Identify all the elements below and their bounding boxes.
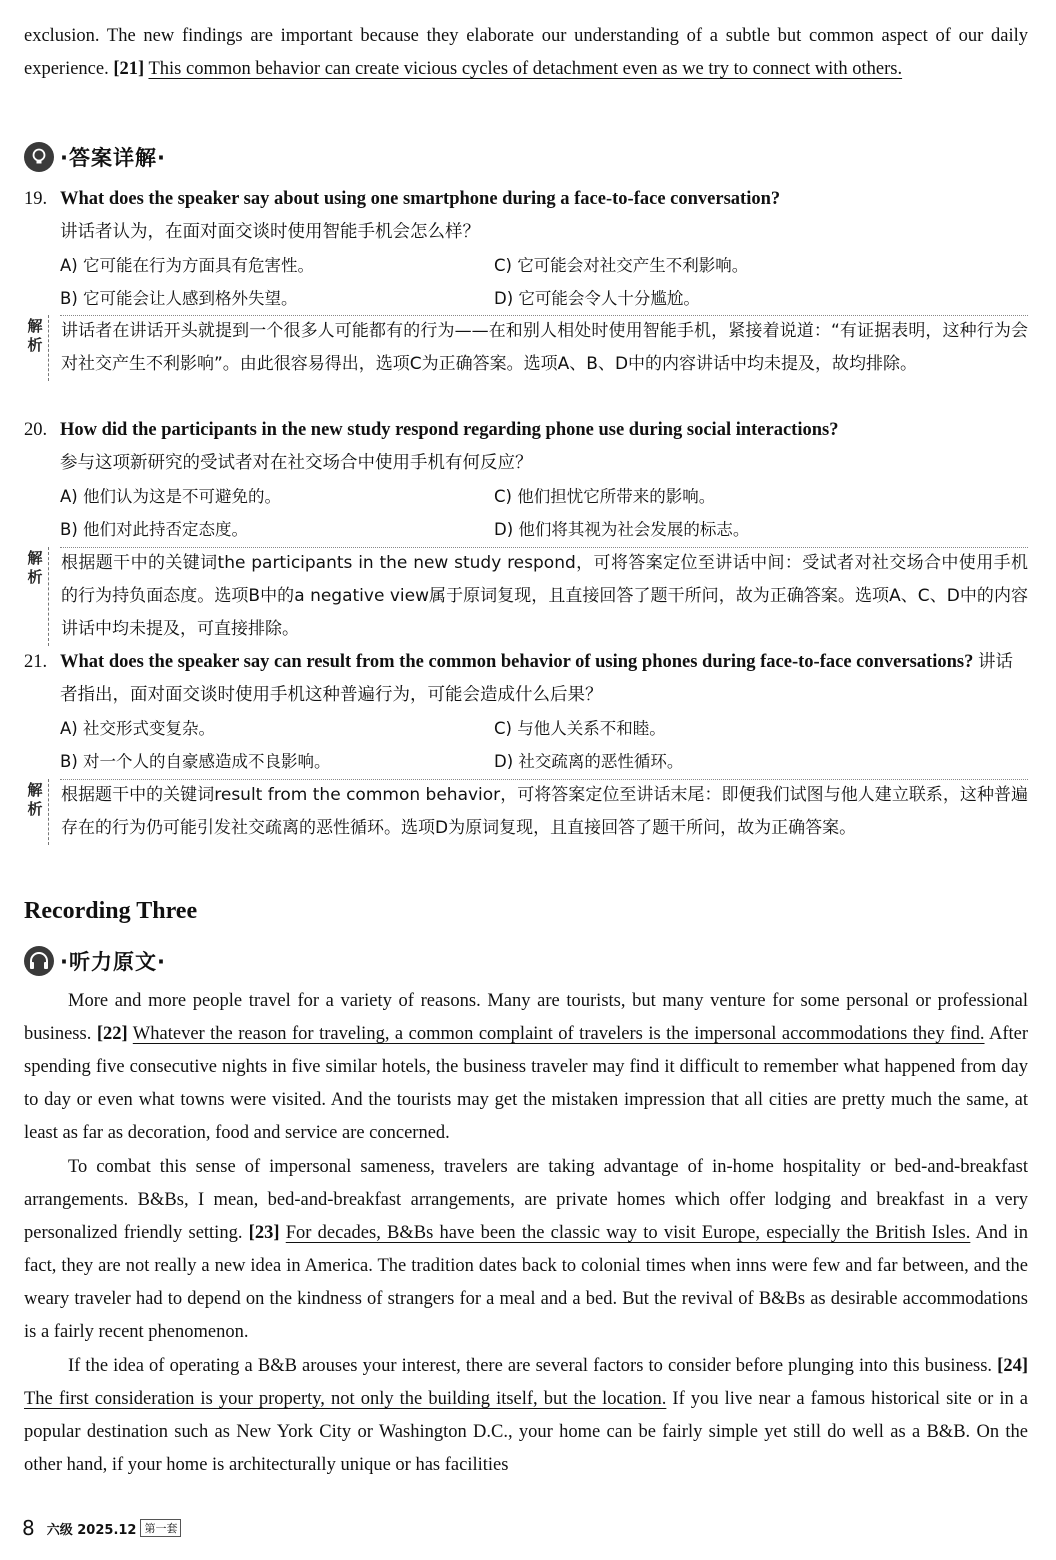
option-d: D) 它可能会令人十分尴尬。	[494, 289, 700, 308]
question-number: 20.	[24, 420, 48, 440]
paragraph-text: After spending five consecutive nights in five similar hotels, the business traveler may find it difficult to remember what happened from day to day or even what towns were visited. And the tourists may get the mistaken impression that all cities are pretty much the same, at least as far as decoration, food and service are concerned.	[24, 1024, 1029, 1143]
analysis-tag: 解析	[27, 549, 43, 586]
option-b: B) 对一个人的自豪感造成不良影响。	[60, 752, 331, 771]
question-translation: 参与这项新研究的受试者对在社交场合中使用手机有何反应？	[60, 453, 533, 473]
option-d: D) 他们将其视为社会发展的标志。	[494, 520, 750, 539]
underlined-sentence: Whatever the reason for traveling, a common complaint of travelers is the impersonal accommodations they find.	[132, 1024, 985, 1044]
question-stem: What does the speaker say about using one smartphone during a face-to-face conversation?	[60, 189, 781, 209]
page-number: 8	[22, 1516, 35, 1540]
option-b: B) 他们对此持否定态度。	[60, 520, 249, 539]
option-a: A) 它可能在行为方面具有危害性。	[60, 256, 314, 275]
option-a: A) 社交形式变复杂。	[60, 719, 215, 738]
question-20	[24, 414, 1028, 546]
lightbulb-icon	[24, 142, 54, 172]
question-stem: How did the participants in the new study respond regarding phone use during social interactions?	[60, 420, 839, 440]
question-translation: 讲话者认为，在面对面交谈时使用智能手机会怎么样？	[60, 222, 480, 242]
question-marker: [22]	[96, 1024, 128, 1044]
analysis-text: 根据题干中的关键词the participants in the new study respond，可将答案定位至讲话中间：受试者对社交场合中使用手机的行为持负面态度。选项B中的a negative view属于原词复现，且直接回答了题干所问，故为正确答案。选项A、C、D中的内容讲话中均未提及，可直接排除。	[48, 547, 1028, 646]
analysis-tag: 解析	[27, 317, 43, 354]
question-marker: [23]	[248, 1223, 280, 1243]
option-c: C) 与他人关系不和睦。	[494, 719, 666, 738]
section-heading-text: ·听力原文·	[60, 950, 166, 974]
underlined-sentence: The first consideration is your property, not only the building itself, but the location.	[24, 1389, 667, 1409]
top-paragraph	[24, 20, 1028, 86]
dotted-divider	[60, 315, 1028, 316]
question-marker: [21]	[113, 59, 145, 79]
set-label: 第一套	[140, 1519, 181, 1537]
headphones-icon	[24, 946, 54, 976]
paragraph-text: To combat this sense of impersonal sameness, travelers are taking advantage of in-home hospitality or bed-and-breakfast arrangements. B&Bs, I mean, bed-and-breakfast arrangements, are private homes which offer lodging and breakfast in a very personalized friendly setting.	[24, 1157, 1028, 1243]
option-c: C) 它可能会对社交产生不利影响。	[494, 256, 749, 275]
page-footer	[22, 1516, 181, 1540]
transcript-paragraph-3	[24, 1350, 1028, 1482]
dotted-divider	[60, 547, 1028, 548]
analysis-text: 根据题干中的关键词result from the common behavior，可将答案定位至讲话末尾：即便我们试图与他人建立联系，这种普遍存在的行为仍可能引发社交疏离的恶性循环。选项D为原词复现，且直接回答了题干所问，故为正确答案。	[48, 779, 1028, 845]
question-translation: 讲话者指出，面对面交谈时使用手机这种普遍行为，可能会造成什么后果？	[60, 652, 1013, 705]
question-stem-line	[60, 646, 1028, 712]
answer-section-heading	[24, 140, 166, 174]
options-grid	[60, 712, 1028, 778]
underlined-sentence: For decades, B&Bs have been the classic way to visit Europe, especially the British Isles.	[285, 1223, 971, 1243]
option-c: C) 他们担忧它所带来的影响。	[494, 487, 716, 506]
options-grid	[60, 480, 1028, 546]
paragraph-text: More and more people travel for a variety of reasons. Many are tourists, but many venture for some personal or professional business.	[24, 991, 1028, 1044]
question-stem: What does the speaker say can result from the common behavior of using phones during face-to-face conversations?	[60, 652, 974, 672]
analysis-20	[24, 547, 1028, 646]
question-21	[24, 646, 1028, 778]
option-a: A) 他们认为这是不可避免的。	[60, 487, 281, 506]
analysis-text: 讲话者在讲话开头就提到一个很多人可能都有的行为——在和别人相处时使用智能手机，紧接着说道：“有证据表明，这种行为会对社交产生不利影响”。由此很容易得出，选项C为正确答案。选项A、B、D中的内容讲话中均未提及，故均排除。	[48, 315, 1028, 381]
question-number: 21.	[24, 652, 48, 672]
transcript-heading	[24, 944, 166, 978]
paragraph-text: exclusion. The new findings are important because they elaborate our understanding of a subtle but common aspect of our daily experience.	[24, 26, 1028, 79]
option-b: B) 它可能会让人感到格外失望。	[60, 289, 298, 308]
paragraph-text: And in fact, they are not really a new idea in America. The tradition dates back to colonial times when inns were few and far between, and the weary traveler had to depend on the kindness of strangers for a meal and a bed. But the revival of B&Bs as desirable accommodations is a fairly recent phenomenon.	[24, 1223, 1028, 1342]
analysis-19	[24, 315, 1028, 381]
paragraph-text: If you live near a famous historical site or in a popular destination such as New York City or Washington D.C., your home can be fairly simple yet still do well as a B&B. On the other hand, if your home is architecturally unique or has facilities	[24, 1389, 1028, 1475]
analysis-21	[24, 779, 1028, 845]
option-d: D) 社交疏离的恶性循环。	[494, 752, 684, 771]
options-grid	[60, 249, 1028, 315]
transcript-paragraph-1	[24, 985, 1028, 1150]
dotted-divider	[60, 779, 1028, 780]
question-marker: [24]	[997, 1356, 1028, 1376]
question-number: 19.	[24, 189, 48, 209]
series-label: 六级 2025.12	[46, 1522, 137, 1538]
question-19	[24, 183, 1028, 315]
paragraph-text: If the idea of operating a B&B arouses your interest, there are several factors to consider before plunging into this business.	[68, 1356, 998, 1376]
transcript-paragraph-2	[24, 1151, 1028, 1349]
section-heading-text: ·答案详解·	[60, 146, 166, 170]
recording-title: Recording Three	[24, 898, 198, 924]
underlined-sentence: This common behavior can create vicious cycles of detachment even as we try to connect with others.	[148, 59, 903, 79]
analysis-tag: 解析	[27, 781, 43, 818]
